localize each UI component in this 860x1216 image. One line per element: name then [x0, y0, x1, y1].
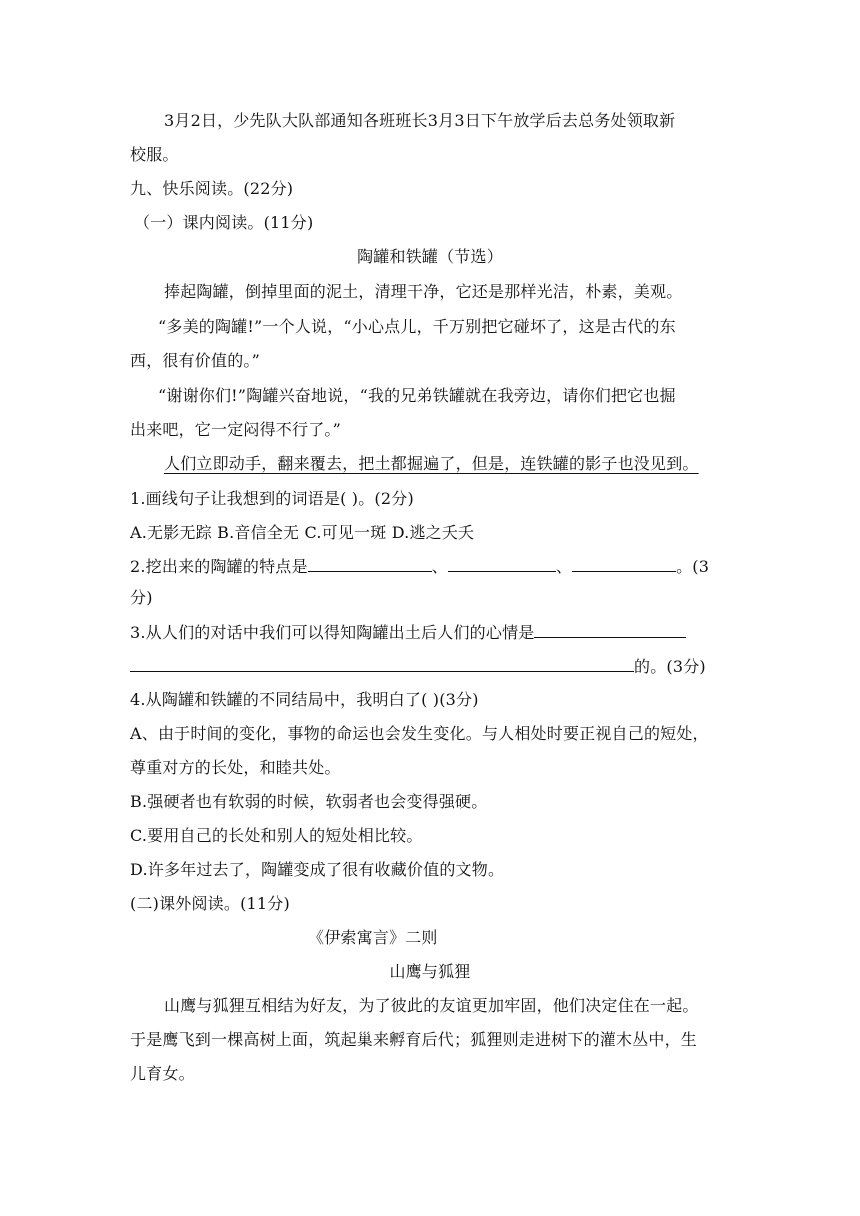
question-2-score: 。(3 — [676, 557, 710, 576]
subsection-2-heading: (二)课外阅读。(11分) — [130, 894, 290, 913]
notice-line-2: 校服。 — [130, 145, 179, 164]
passage-1-paragraph-2-line-2: 西，很有价值的。” — [130, 351, 260, 370]
question-3-continued — [130, 655, 730, 678]
question-4-option-b: B.强硬者也有软弱的时候，软弱者也会变得强硬。 — [130, 792, 488, 811]
answer-blank[interactable] — [308, 555, 432, 572]
question-3-text: 3.从人们的对话中我们可以得知陶罐出土后人们的心情是 — [130, 623, 535, 642]
passage-1-paragraph-3-line-2: 出来吧，它一定闷得不行了。” — [130, 420, 341, 439]
question-2-text: 2.挖出来的陶罐的特点是 — [130, 557, 308, 576]
question-4-option-d: D.许多年过去了，陶罐变成了很有收藏价值的文物。 — [130, 860, 505, 879]
question-4-option-c: C.要用自己的长处和别人的短处相比较。 — [130, 826, 423, 845]
passage-1-title: 陶罐和铁罐（节选） — [357, 247, 503, 266]
passage-1-paragraph-1: 捧起陶罐，倒掉里面的泥土，清理干净，它还是那样光洁，朴素，美观。 — [164, 282, 683, 301]
question-3 — [130, 621, 730, 644]
separator: 、 — [555, 557, 573, 576]
story-paragraph-line-3: 儿育女。 — [130, 1064, 195, 1083]
question-4-option-a-line-2: 尊重对方的长处，和睦共处。 — [130, 758, 341, 777]
answer-blank[interactable] — [448, 555, 556, 572]
passage-2-title: 《伊索寓言》二则 — [308, 928, 438, 947]
passage-1-paragraph-2-line-1: “多美的陶罐!”一个人说，“小心点儿，千万别把它碰坏了，这是古代的东 — [158, 317, 676, 336]
question-2 — [130, 555, 730, 578]
question-1-options: A.无影无踪 B.音信全无 C.可见一斑 D.逃之夭夭 — [130, 523, 475, 542]
story-paragraph-line-2: 于是鹰飞到一棵高树上面，筑起巢来孵育后代；狐狸则走进树下的灌木丛中，生 — [130, 1030, 698, 1049]
question-2-continued: 分) — [130, 588, 153, 607]
passage-1-underlined-sentence: 人们立即动手，翻来覆去，把土都掘遍了，但是，连铁罐的影子也没见到。 — [164, 454, 699, 473]
story-paragraph-line-1: 山鹰与狐狸互相结为好友，为了彼此的友谊更加牢固，他们决定住在一起。 — [164, 996, 699, 1015]
subsection-1-heading: （一）课内阅读。(11分) — [134, 213, 314, 232]
separator: 、 — [431, 557, 448, 576]
section-9-heading: 九、快乐阅读。(22分) — [130, 179, 294, 198]
answer-blank[interactable] — [534, 621, 686, 638]
answer-blank[interactable] — [572, 555, 676, 572]
story-title: 山鹰与狐狸 — [389, 962, 471, 981]
passage-1-paragraph-3-line-1: “谢谢你们!”陶罐兴奋地说，“我的兄弟铁罐就在我旁边，请你们把它也掘 — [158, 386, 676, 405]
question-1: 1.画线句子让我想到的词语是( )。(2分) — [130, 489, 414, 508]
question-4-option-a-line-1: A、由于时间的变化，事物的命运也会发生变化。与人相处时要正视自己的短处， — [130, 724, 709, 743]
notice-line-1: 3月2日，少先队大队部通知各班班长3月3日下午放学后去总务处领取新 — [164, 111, 676, 130]
answer-blank[interactable] — [130, 655, 634, 672]
question-4: 4.从陶罐和铁罐的不同结局中，我明白了( )(3分) — [130, 690, 479, 709]
question-3-tail: 的。(3分) — [634, 657, 706, 676]
